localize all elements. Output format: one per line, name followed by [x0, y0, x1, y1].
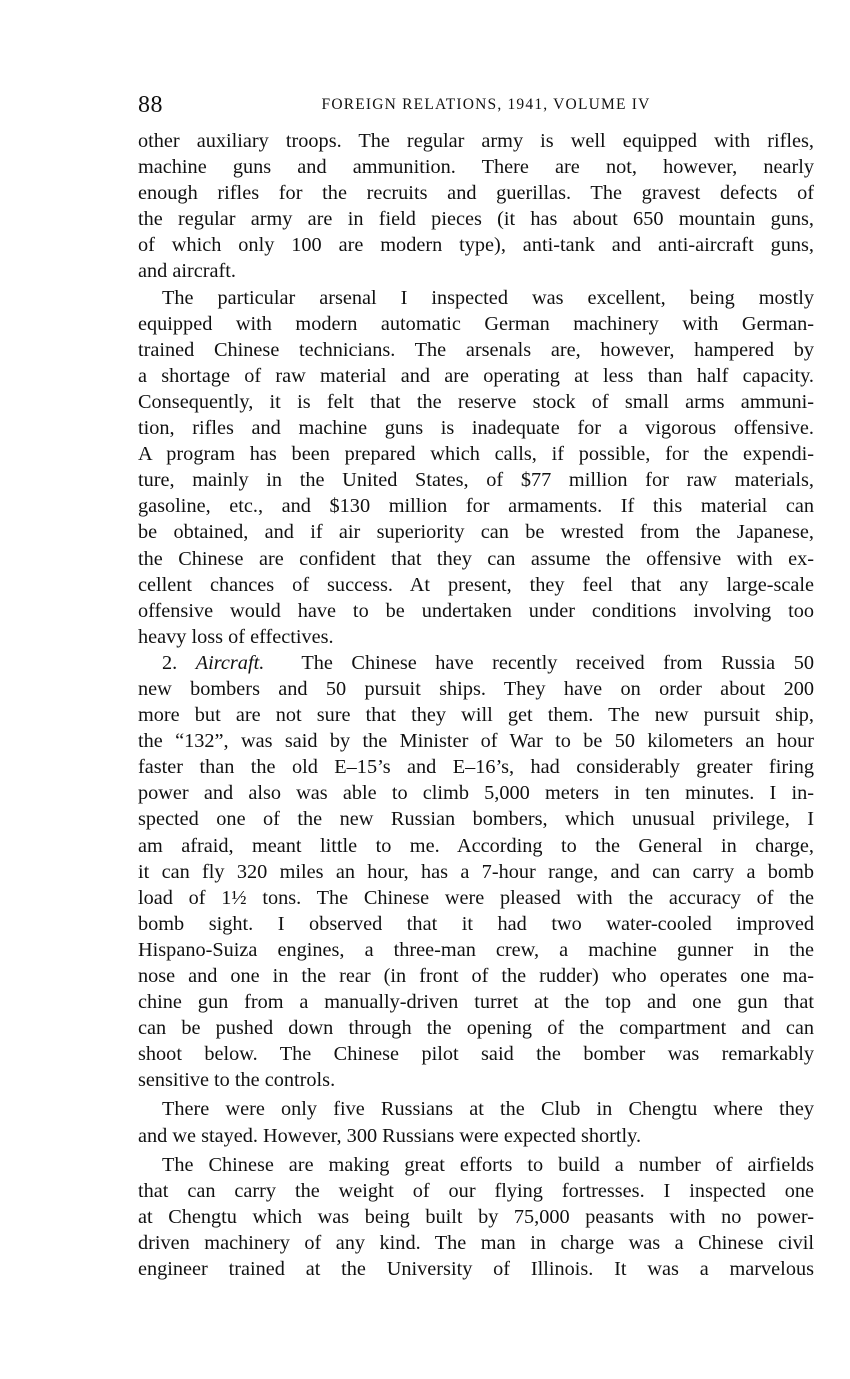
paragraph-army-equipment: [138, 128, 814, 285]
text-line: a shortage of raw material and are operating at less than half capacity.: [138, 364, 814, 387]
text-line: the Chinese are confident that they can assume the offensive with ex-: [138, 547, 814, 570]
text-line: tion, rifles and machine guns is inadequate for a vigorous offensive.: [138, 417, 814, 440]
text-line: can be pushed down through the opening of the compartment and can: [138, 1017, 814, 1040]
text-line: The particular arsenal I inspected was excellent, being mostly: [162, 286, 814, 309]
running-title: FOREIGN RELATIONS, 1941, VOLUME IV: [321, 96, 651, 113]
text-line: A program has been prepared which calls, if possible, for the expendi-: [138, 443, 814, 466]
text-line: faster than the old E–15’s and E–16’s, had considerably greater firing: [138, 756, 814, 779]
text-line: at Chengtu which was being built by 75,000 peasants with no power-: [138, 1205, 814, 1228]
text-line: offensive would have to be undertaken under conditions involving too: [138, 599, 814, 622]
text-line: cellent chances of success. At present, they feel that any large-scale: [138, 573, 814, 596]
paragraph-arsenal: [138, 285, 814, 650]
text-line: The Chinese have recently received from Russia 50: [301, 651, 814, 674]
text-line: machine guns and ammunition. There are not, however, nearly: [138, 156, 814, 179]
text-line: and we stayed. However, 300 Russians were expected shortly.: [138, 1124, 642, 1147]
text-line: chine gun from a manually-driven turret at the top and one gun that: [138, 991, 814, 1014]
text-line: gasoline, etc., and $130 million for armaments. If this material can: [138, 495, 814, 518]
text-line: it can fly 320 miles an hour, has a 7-hour range, and can carry a bomb: [138, 860, 814, 883]
text-line: new bombers and 50 pursuit ships. They have on order about 200: [138, 677, 814, 700]
section-heading: Aircraft.: [195, 651, 265, 674]
paragraph-russians: [138, 1096, 814, 1148]
text-line: of which only 100 are modern type), anti-tank and anti-aircraft guns,: [138, 234, 814, 257]
text-line: the regular army are in field pieces (it has about 650 mountain guns,: [138, 208, 814, 231]
text-line: ture, mainly in the United States, of $77 million for raw materials,: [138, 469, 814, 492]
section-number: 2.: [162, 651, 178, 674]
text-line: heavy loss of effectives.: [138, 625, 334, 648]
text-line-with-heading: [138, 650, 814, 676]
document-page: [138, 92, 814, 1282]
text-line: and aircraft.: [138, 260, 236, 283]
text-line: am afraid, meant little to me. According to the General in charge,: [138, 834, 814, 857]
text-line: Consequently, it is felt that the reserve stock of small arms ammuni-: [138, 390, 814, 413]
text-line: sensitive to the controls.: [138, 1069, 336, 1092]
text-line: equipped with modern automatic German machinery with German-: [138, 312, 814, 335]
text-line: Hispano-Suiza engines, a three-man crew, a machine gunner in the: [138, 938, 814, 961]
text-line: The Chinese are making great efforts to build a number of airfields: [162, 1153, 814, 1176]
text-line: that can carry the weight of our flying fortresses. I inspected one: [138, 1179, 814, 1202]
running-head: [138, 92, 814, 126]
text-line: load of 1½ tons. The Chinese were pleased with the accuracy of the: [138, 886, 814, 909]
text-line: bomb sight. I observed that it had two water-cooled improved: [138, 912, 814, 935]
text-line: other auxiliary troops. The regular army is well equipped with rifles,: [138, 130, 814, 152]
paragraph-airfields: [138, 1152, 814, 1282]
text-line: shoot below. The Chinese pilot said the bomber was remarkably: [138, 1043, 814, 1066]
text-line: nose and one in the rear (in front of the rudder) who operates one ma-: [138, 965, 814, 987]
text-line: There were only five Russians at the Club in Chengtu where they: [162, 1098, 814, 1121]
body-text: [138, 128, 814, 1282]
text-line: spected one of the new Russian bombers, which unusual privilege, I: [138, 808, 814, 831]
text-line: driven machinery of any kind. The man in charge was a Chinese civil: [138, 1231, 814, 1254]
text-line: trained Chinese technicians. The arsenals are, however, hampered by: [138, 338, 814, 361]
text-line: enough rifles for the recruits and guerillas. The gravest defects of: [138, 182, 814, 205]
paragraph-aircraft: [138, 650, 814, 1094]
text-line: engineer trained at the University of Illinois. It was a marvelous: [138, 1258, 814, 1281]
text-line: more but are not sure that they will get them. The new pursuit ship,: [138, 704, 814, 727]
text-line: be obtained, and if air superiority can be wrested from the Japanese,: [138, 521, 814, 544]
page-number: 88: [138, 92, 163, 118]
text-line: power and also was able to climb 5,000 meters in ten minutes. I in-: [138, 782, 814, 805]
text-line: the “132”, was said by the Minister of War to be 50 kilometers an hour: [138, 730, 814, 753]
